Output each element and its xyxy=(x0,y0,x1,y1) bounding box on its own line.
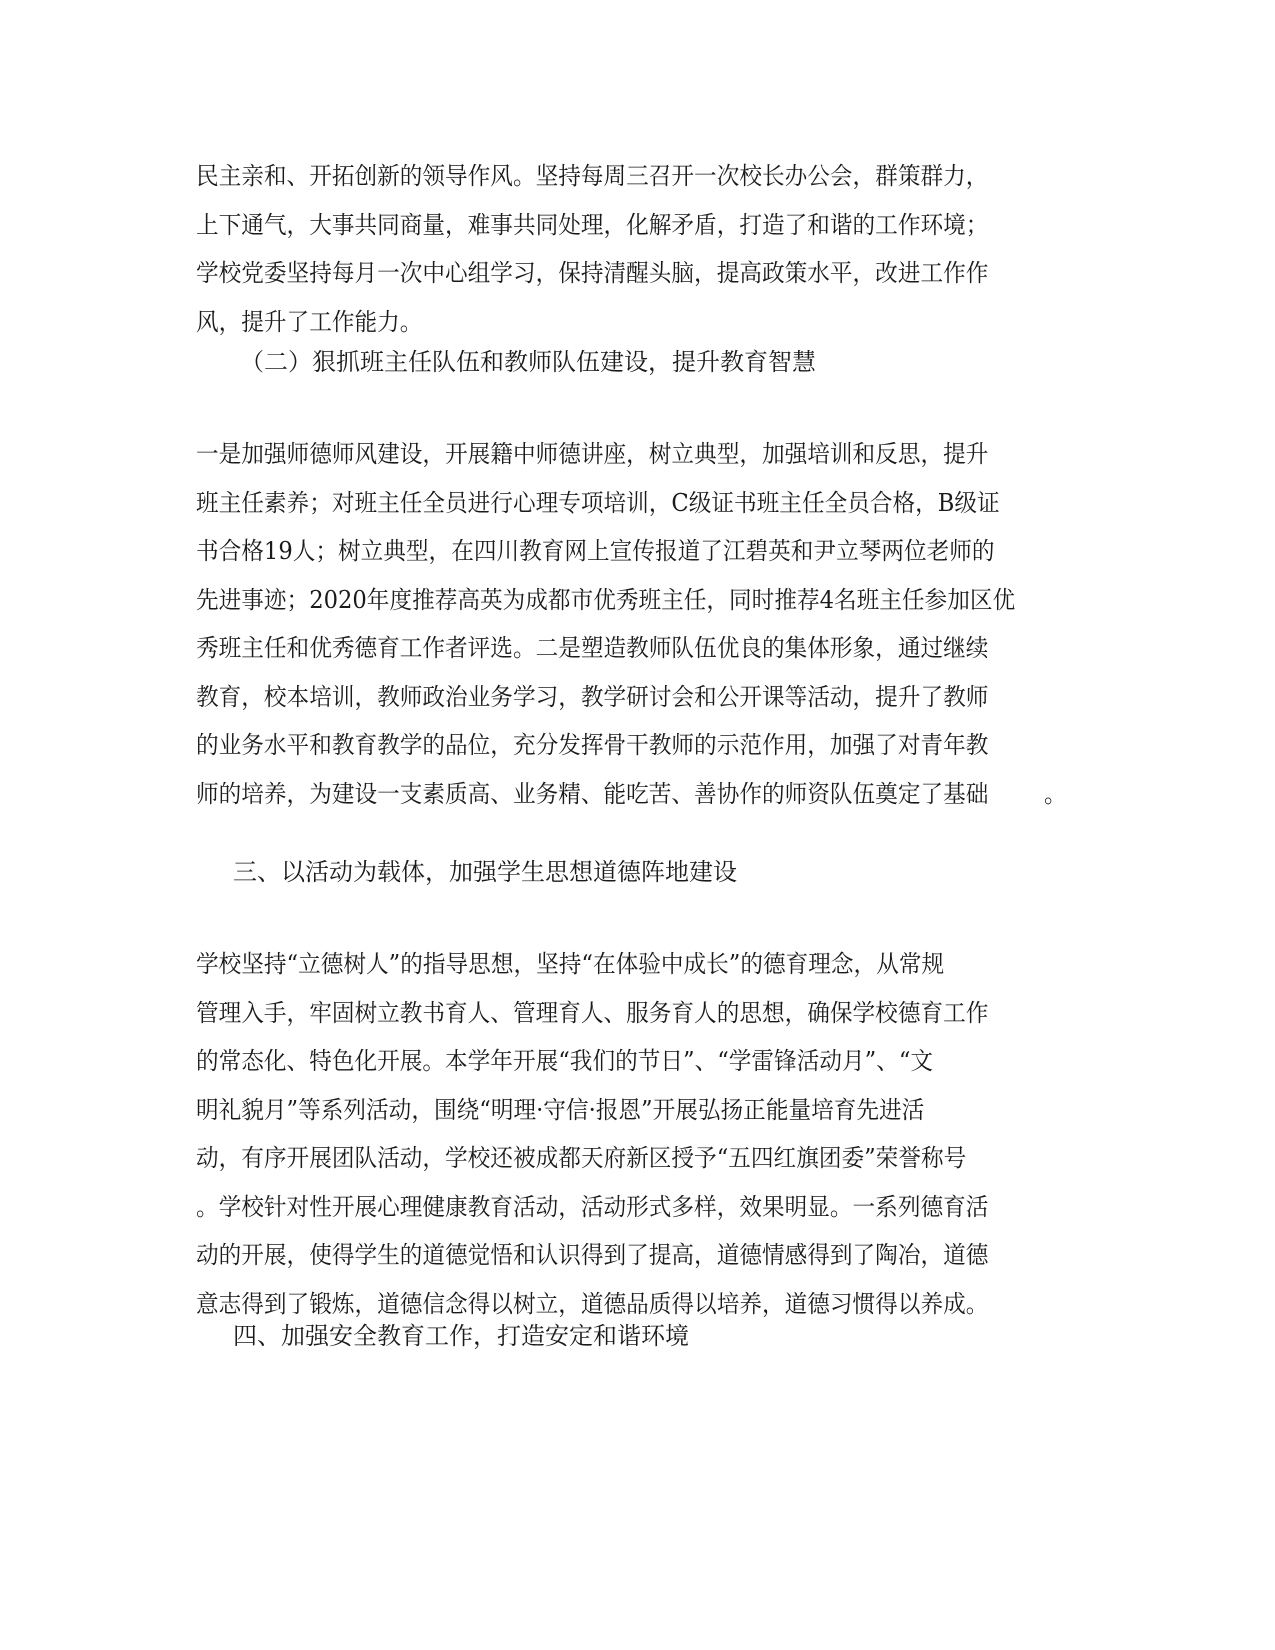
paragraph-activities xyxy=(196,940,1078,1328)
text-line: 教育，校本培训，教师政治业务学习，教学研讨会和公开课等活动，提升了教师 xyxy=(196,682,989,711)
text-line: 的常态化、特色化开展。本学年开展“我们的节日”、“学雷锋活动月”、“文 xyxy=(196,1047,934,1075)
text-line: 明礼貌月”等系列活动，围绕“明理·守信·报恩”开展弘扬正能量培育先进活 xyxy=(196,1095,925,1124)
text-line: 意志得到了锻炼，道德信念得以树立，道德品质得以培养，道德习惯得以养成。 xyxy=(196,1289,989,1318)
text-line: 风，提升了工作能力。 xyxy=(196,307,423,336)
text-line: 师的培养，为建设一支素质高、业务精、能吃苦、善协作的师资队伍奠定了基础 xyxy=(196,779,989,808)
text-line: 先进事迹；2020年度推荐高英为成都市优秀班主任，同时推荐4名班主任参加区优 xyxy=(196,585,1016,614)
text-line: 一是加强师德师风建设，开展籍中师德讲座，树立典型，加强培训和反思，提升 xyxy=(196,440,989,468)
text-line: 。学校针对性开展心理健康教育活动，活动形式多样，效果明显。一系列德育活 xyxy=(196,1192,989,1221)
text-line: 学校坚持“立德树人”的指导思想，坚持“在体验中成长”的德育理念，从常规 xyxy=(196,950,945,978)
text-line: 动的开展，使得学生的道德觉悟和认识得到了提高，道德情感得到了陶冶，道德 xyxy=(196,1241,989,1269)
text-line: 学校党委坚持每月一次中心组学习，保持清醒头脑，提高政策水平，改进工作作 xyxy=(196,259,989,287)
paragraph-teacher-team xyxy=(196,430,1078,818)
text-line: 的业务水平和教育教学的品位，充分发挥骨干教师的示范作用，加强了对青年教 xyxy=(196,731,989,759)
section-heading-safety: 四、加强安全教育工作，打造安定和谐环境 xyxy=(233,1322,689,1350)
text-line: 民主亲和、开拓创新的领导作风。坚持每周三召开一次校长办公会，群策群力， xyxy=(196,162,989,190)
text-line: 上下通气，大事共同商量，难事共同处理，化解矛盾，打造了和谐的工作环境； xyxy=(196,210,989,239)
text-line: 班主任素养；对班主任全员进行心理专项培训，C级证书班主任全员合格，B级证 xyxy=(196,488,1000,517)
text-line: 动，有序开展团队活动，学校还被成都天府新区授予“五四红旗团委”荣誉称号 xyxy=(196,1144,967,1172)
text-line: 管理入手，牢固树立教书育人、管理育人、服务育人的思想，确保学校德育工作 xyxy=(196,998,989,1027)
text-line: 秀班主任和优秀德育工作者评选。二是塑造教师队伍优良的集体形象，通过继续 xyxy=(196,634,989,662)
section-heading-teacher-team: （二）狠抓班主任队伍和教师队伍建设，提升教育智慧 xyxy=(240,348,816,376)
paragraph-leadership xyxy=(196,152,1078,346)
text-line: 。 xyxy=(1043,779,1067,808)
text-line: 书合格19人；树立典型，在四川教育网上宣传报道了江碧英和尹立琴两位老师的 xyxy=(196,537,995,565)
section-heading-activities: 三、以活动为载体，加强学生思想道德阵地建设 xyxy=(233,858,737,886)
